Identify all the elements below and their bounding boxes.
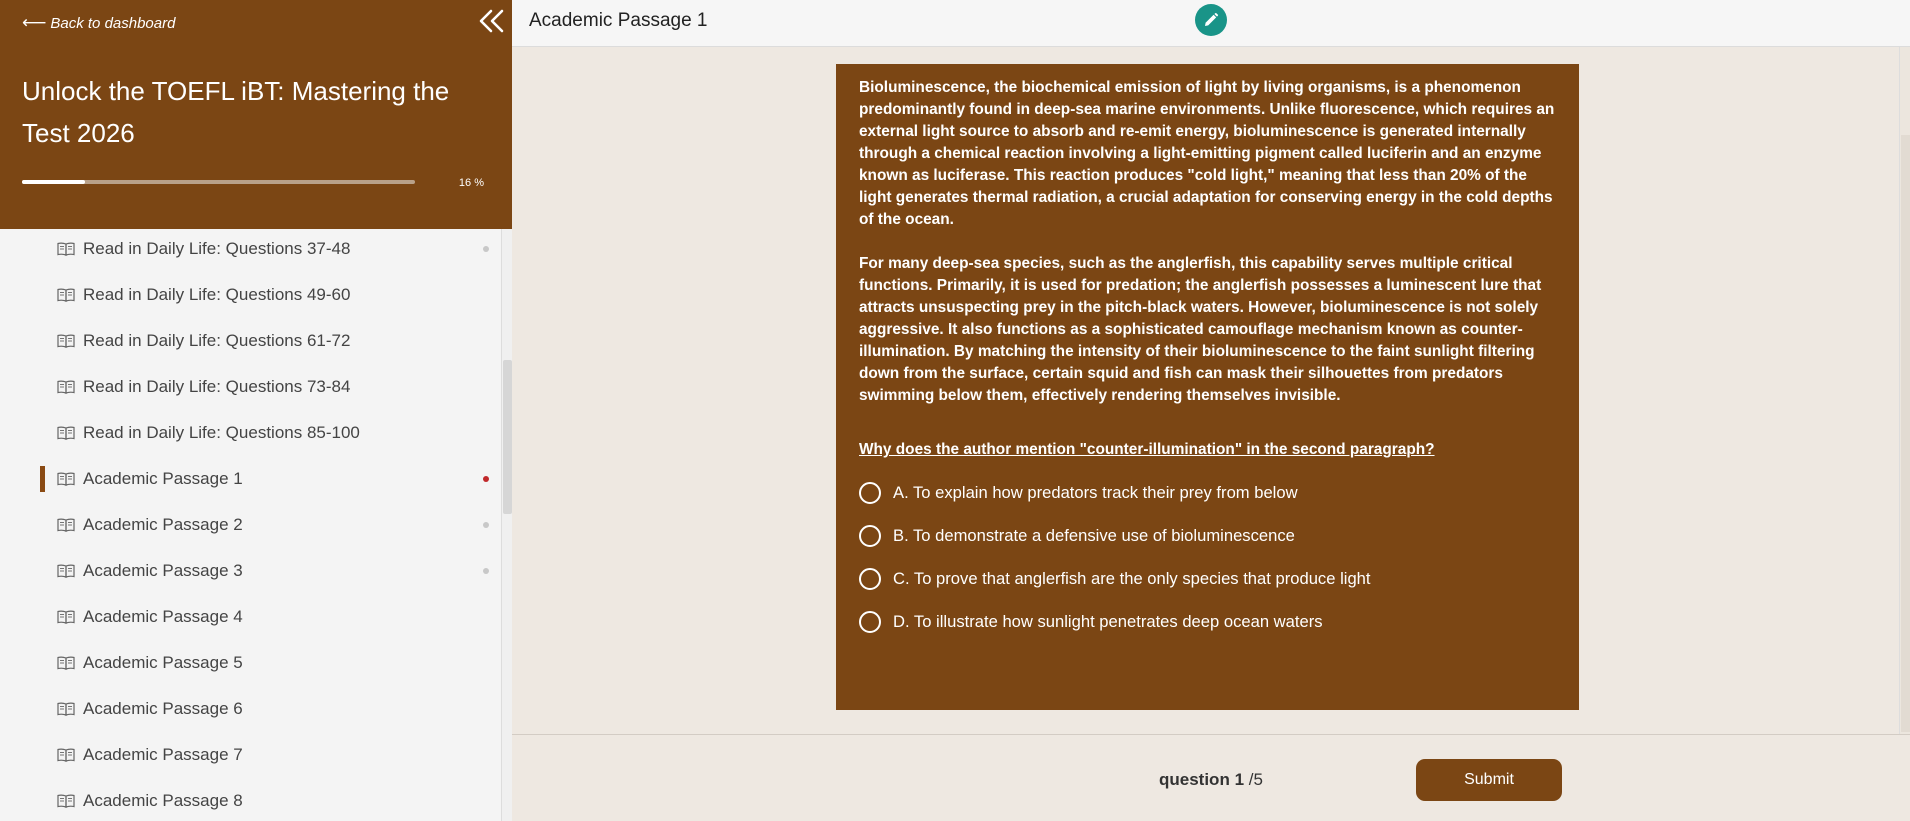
radio-button-a[interactable]	[859, 482, 881, 504]
sidebar-lesson-label: Academic Passage 3	[83, 561, 243, 580]
book-icon	[57, 702, 75, 716]
status-dot	[483, 476, 489, 482]
sidebar-lesson-label: Academic Passage 5	[83, 653, 243, 672]
radio-button-b[interactable]	[859, 525, 881, 547]
content-scrollbar[interactable]	[1899, 47, 1910, 734]
book-icon	[57, 794, 75, 808]
course-progress-bar	[22, 180, 415, 184]
status-dot	[483, 246, 489, 252]
book-icon	[57, 610, 75, 624]
book-icon	[57, 334, 75, 348]
book-icon	[57, 288, 75, 302]
sidebar-lesson-label: Academic Passage 2	[83, 515, 243, 534]
status-dot	[483, 522, 489, 528]
answer-option-a-label: A. To explain how predators track their prey from below	[893, 482, 1298, 502]
answer-option-b-label: B. To demonstrate a defensive use of bioluminescence	[893, 525, 1295, 545]
page-title: Academic Passage 1	[529, 10, 708, 31]
submit-button[interactable]: Submit	[1416, 759, 1562, 801]
status-dot	[483, 568, 489, 574]
answer-option-a[interactable]	[859, 471, 1556, 514]
book-icon	[57, 380, 75, 394]
book-icon	[57, 518, 75, 532]
active-indicator	[40, 466, 45, 492]
sidebar-lesson-label: Read in Daily Life: Questions 85-100	[83, 423, 360, 442]
question-counter	[1159, 770, 1263, 790]
sidebar-scrollbar-thumb[interactable]	[503, 360, 512, 514]
sidebar-header	[0, 0, 512, 229]
question-counter-word: question	[1159, 770, 1230, 789]
answer-option-d[interactable]	[859, 600, 1556, 643]
sidebar-lesson-item[interactable]	[40, 640, 501, 686]
radio-button-c[interactable]	[859, 568, 881, 590]
radio-button-d[interactable]	[859, 611, 881, 633]
book-icon	[57, 748, 75, 762]
course-progress-percent: 16 %	[458, 177, 484, 189]
back-to-dashboard-link[interactable]	[22, 13, 175, 33]
arrow-left-icon: ⟵	[22, 13, 47, 32]
sidebar-lesson-item[interactable]	[40, 456, 501, 502]
answer-option-b[interactable]	[859, 514, 1556, 557]
question-counter-total: /5	[1248, 770, 1263, 789]
sidebar-lesson-item[interactable]	[40, 318, 501, 364]
sidebar-lesson-label: Read in Daily Life: Questions 37-48	[83, 239, 351, 258]
sidebar-lesson-item[interactable]	[40, 778, 501, 821]
course-progress-fill	[22, 180, 85, 184]
book-icon	[57, 564, 75, 578]
answer-options	[859, 471, 1556, 643]
book-icon	[57, 656, 75, 670]
book-icon	[57, 242, 75, 256]
sidebar-scrollbar[interactable]	[501, 229, 512, 821]
back-link-label: Back to dashboard	[50, 14, 176, 32]
content-scrollbar-thumb[interactable]	[1901, 135, 1910, 732]
course-title: Unlock the TOEFL iBT: Mastering the Test 2026	[22, 76, 450, 148]
passage-card	[836, 64, 1579, 710]
sidebar-lesson-item[interactable]	[40, 502, 501, 548]
sidebar-lesson-item[interactable]	[40, 548, 501, 594]
answer-option-c[interactable]	[859, 557, 1556, 600]
sidebar-lesson-item[interactable]	[40, 686, 501, 732]
sidebar-lesson-label: Read in Daily Life: Questions 61-72	[83, 331, 351, 350]
answer-option-c-label: C. To prove that anglerfish are the only species that produce light	[893, 568, 1371, 588]
book-icon	[57, 426, 75, 440]
sidebar-lesson-label: Academic Passage 8	[83, 791, 243, 810]
sidebar-lesson-label: Academic Passage 1	[83, 469, 243, 488]
question-footer	[512, 734, 1910, 821]
question-counter-current: 1	[1234, 770, 1245, 789]
sidebar-lesson-label: Read in Daily Life: Questions 49-60	[83, 285, 351, 304]
sidebar-lesson-label: Academic Passage 7	[83, 745, 243, 764]
sidebar-lesson-item[interactable]	[40, 272, 501, 318]
passage-paragraph-1: Bioluminescence, the biochemical emission of light by living organisms, is a phenomenon predominantly found in deep-sea marine environments. Unlike fluorescence, which requires an external light source to absorb and re-emit energy, bioluminescence is generated internally through a chemical reaction involving a light-emitting pigment called luciferin and an enzyme known as luciferase. This reaction produces "cold light," meaning that less than 20% of the light generates thermal radiation, a crucial adaptation for conserving energy in the cold depths of the ocean.	[859, 79, 1555, 228]
sidebar-lesson-label: Academic Passage 4	[83, 607, 243, 626]
pencil-icon	[1203, 12, 1219, 28]
sidebar	[0, 0, 512, 821]
sidebar-lesson-item[interactable]	[40, 732, 501, 778]
lesson-list	[40, 180, 501, 821]
collapse-sidebar-button[interactable]	[477, 8, 505, 36]
sidebar-lesson-label: Read in Daily Life: Questions 73-84	[83, 377, 351, 396]
sidebar-lesson-item[interactable]	[40, 364, 501, 410]
book-icon	[57, 472, 75, 486]
question-prompt: Why does the author mention "counter-illumination" in the second paragraph?	[859, 441, 1435, 458]
passage-paragraph-2: For many deep-sea species, such as the anglerfish, this capability serves multiple critical functions. Primarily, it is used for predation; the anglerfish possesses a luminescent lure that attracts unsuspecting prey in the pitch-black waters. However, bioluminescence is not solely aggressive. It also functions as a sophisticated camouflage mechanism known as counter-illumination. By matching the intensity of their bioluminescence to the faint sunlight filtering down from the surface, certain squid and fish can mask their silhouettes from predators swimming below them, effectively rendering themselves invisible.	[859, 255, 1542, 404]
sidebar-lesson-item[interactable]	[40, 410, 501, 456]
reading-passage	[859, 77, 1556, 407]
edit-button[interactable]	[1195, 4, 1227, 36]
double-chevron-left-icon	[477, 8, 505, 36]
sidebar-lesson-label: Academic Passage 6	[83, 699, 243, 718]
answer-option-d-label: D. To illustrate how sunlight penetrates deep ocean waters	[893, 611, 1323, 631]
sidebar-lesson-item[interactable]	[40, 594, 501, 640]
sidebar-lesson-item[interactable]	[40, 226, 501, 272]
top-bar	[512, 0, 1910, 47]
